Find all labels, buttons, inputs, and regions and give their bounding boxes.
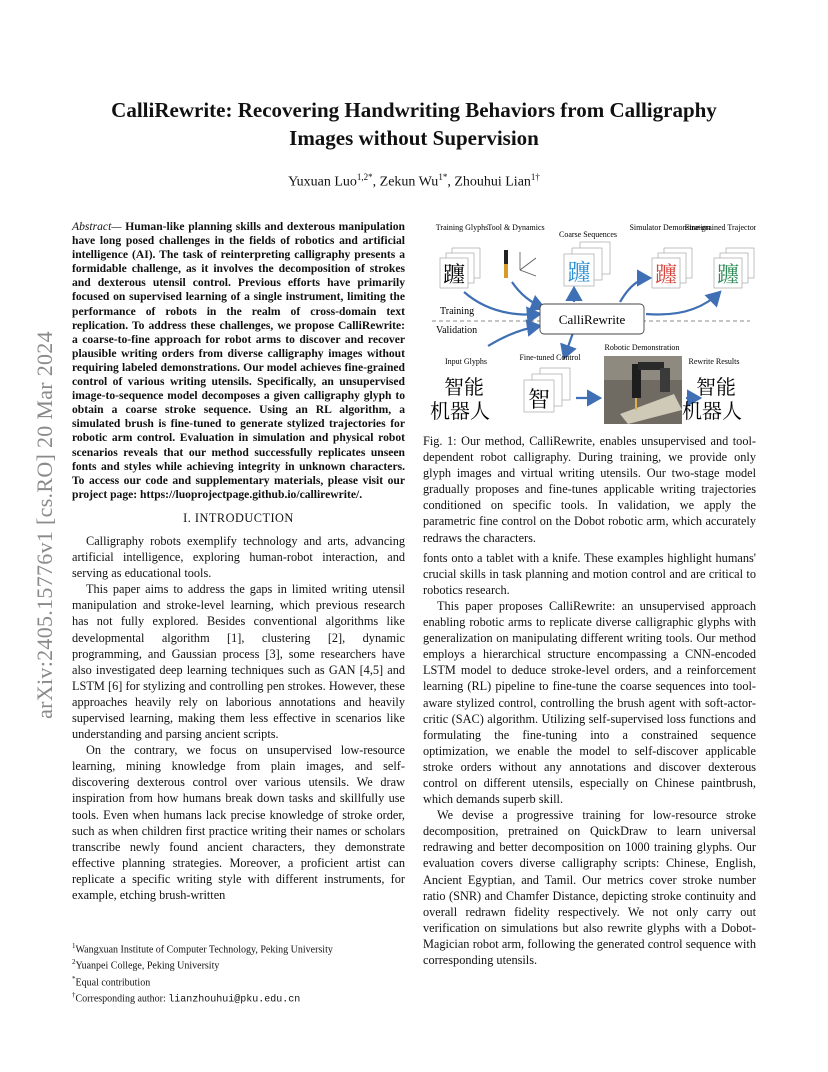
footnote: †Corresponding author: lianzhouhui@pku.edu.cn: [72, 990, 301, 1006]
arxiv-stamp: [24, 285, 66, 765]
svg-text:智: 智: [527, 387, 551, 412]
svg-text:躔: 躔: [442, 262, 466, 287]
label-rewrite-results: Rewrite Results: [688, 357, 740, 366]
section-heading: I. INTRODUCTION: [183, 510, 294, 525]
pipeline-diagram: [424, 218, 756, 426]
label-input-glyphs: Input Glyphs: [445, 357, 487, 366]
paragraph: This paper aims to address the gaps in limited writing utensil manipulation and stroke-level learning, which previous research has not fully explored. Besides conventional algorithms like developmental algorithm [1], clustering [2], dynamic programming, and Gaussian process [3], some researchers have also investigated deep learning techniques such as GAN [4,5] and LSTM [6] for stylizing and controlling pen strokes. However, these approaches heavily rely on laborious annotations and heavily supervised learning, making them less effective in scenarios like understanding and parsing ancient scripts.: [72, 582, 405, 742]
label-coarse-sequences: Coarse Sequences: [559, 230, 617, 239]
fine-tuned-stack: [524, 368, 570, 412]
author-name: Zhouhui Lian: [454, 174, 531, 190]
label-simulator-demo: Simulator Demonstration: [629, 223, 711, 232]
label-fine-tuned: Fine-tuned Control: [519, 353, 581, 362]
fine-grained-stack: [714, 248, 754, 288]
author-name: Zekun Wu: [379, 174, 439, 190]
svg-text:躔: 躔: [716, 262, 740, 287]
paragraph: Calligraphy robots exemplify technology and arts, advancing artificial intelligence, exploring human-robot interaction, and serving as educational tools.: [72, 533, 405, 581]
abstract: [72, 220, 405, 502]
result-chars-line1: 智能: [696, 377, 736, 399]
abstract-label: Abstract—: [72, 220, 122, 233]
result-chars-line2: 机器人: [682, 401, 742, 423]
paper-title: CalliRewrite: Recovering Handwriting Behaviors from Calligraphy Images without Supervision: [111, 98, 717, 150]
label-tool-dynamics: Tool & Dynamics: [487, 223, 545, 232]
label-fine-grained: Fine-grained Trajector: [684, 223, 756, 232]
paragraph: We devise a progressive training for low-resource stroke decomposition, pretrained on QuickDraw to learn universal redrawing and better decomposition on 1000 training glyphs. Our evaluation covers diverse calligraphy scripts: Chinese, English, Ancient Egyptian, and Tamil. Our metrics cover stroke number ratio (SNR) and Chamfer Distance, depicting stroke continuity and overall redrawn fidelity respectively. We not only carry out verification on simulations but also rewrite glyphs with a Dobot-Magician robot arm, following the generated control sequence with corresponding utensils.: [423, 808, 756, 967]
figure-1: [424, 218, 756, 426]
right-column: [423, 433, 756, 968]
paragraph: On the contrary, we focus on unsupervised low-resource learning, mining knowledge from plain images, and self-discovering dexterous control over various utensils. We draw inspiration from how humans break down tasks and skillfully use tools. Even when humans lack precise knowledge of stroke order, such as when children first practice writing their names or scholars transcribe newly found ancient characters, they demonstrate effective planning strategies. Moreover, a proficient artist can replicate a specific writing style with different instruments, for example, etching brush-written: [72, 743, 405, 903]
author-list: Yuxuan Luo$^{1,2*}$, Zekun $Wu^{1*}$, Zhouhui Lian$^{1\dagger}$: [288, 172, 540, 190]
footnote: $^1$Wangxuan Institute of Computer Technology, Peking University: [72, 942, 333, 956]
input-chars-line2: 机器人: [430, 401, 490, 423]
paragraph: This paper proposes CalliRewrite: an unsupervised approach enabling robotic arms to replicate diverse calligraphic glyphs with generalization on manipulating different writing tools. Our method employs a hierarchical structure encompassing a CNN-encoded LSTM model to deduce stroke-level orders, and a reinforcement learning (RL) pipeline to fine-tune the coarse sequences into tool-aware stylized control, controlling the brush agent with soft-actor-critic (SAC) algorithm. Utilizing self-supervised loss functions and formulating the fine-tuning into a constrained sequence optimization, we enable the model to self-discover applicable stroke orders without any annotations and discover dexterous control on different utensils, especially on Chinese paintbrush, which demands superb skill.: [423, 598, 756, 807]
label-validation: Validation: [436, 325, 478, 336]
svg-text:躔: 躔: [567, 260, 591, 285]
footnotes: [72, 940, 405, 1006]
simulator-stack: [652, 248, 692, 288]
footnote: $^2$Yuanpei College, Peking University: [72, 958, 220, 972]
author-affil: 1*: [438, 172, 448, 182]
input-chars-line1: 智能: [444, 377, 484, 399]
brush-tool-icon: [504, 250, 536, 278]
footnote: *Equal contribution: [72, 974, 151, 988]
robot-photo: [604, 356, 682, 424]
author-affil: 1,2*: [356, 172, 373, 182]
left-column: [72, 220, 405, 903]
label-training: Training: [440, 306, 475, 317]
author-affil: 1†: [530, 172, 540, 182]
label-training-glyphs: Training Glyphs: [435, 223, 489, 232]
abstract-text: Human-like planning skills and dexterous manipulation have long posed challenges in the fields of robotics and artificial intelligence (AI). The task of reinterpreting calligraphy presents a formidable challenge, as it involves the decomposition of strokes and dexterous utensil control. Previous efforts have primarily focused on supervised learning of a single instrument, limiting the performance of robots in the realm of cross-domain text replication. To address these challenges, we propose CalliRewrite: a coarse-to-fine approach for robot arms to discover and recover plausible writing orders from diverse calligraphy images without requiring labeled demonstrations. Our model achieves fine-grained control of various writing utensils. Specifically, an unsupervised image-to-sequence model decomposes a given calligraphy glyph to obtain a coarse stroke sequence. Using an RL algorithm, a simulated brush is fine-tuned to generate stylized trajectories for robotic arm control. Evaluation in simulation and physical robot scenarios reveals that our method successfully replicates unseen fonts and styles while achieving integrity in unknown characters. To access our code and supplementary materials, please visit our project page: https://luoprojectpage.github.io/callirewrite/.: [72, 220, 405, 501]
arxiv-id[interactable]: arXiv:2405.15776v1 [cs.RO] 20 Mar 2024: [32, 331, 57, 719]
coarse-sequence-stack: [564, 242, 610, 286]
email-link[interactable]: lianzhouhui@pku.edu.cn: [168, 994, 301, 1006]
figure-caption: Fig. 1: Our method, CalliRewrite, enables unsupervised and tool-dependent robot calligraphy. During training, we provide only glyph images and virtual writing utensils. Our two-stage model gradually proposes and fine-tunes applicable writing trajectories conditioned on specific tools. In validation, we apply the parametric fine control on the Dobot robotic arm, which accurately redraws the characters.: [423, 434, 756, 545]
paragraph: fonts onto a tablet with a knife. These examples highlight humans' crucial skills in task planning and motion control and are critical to robotics research.: [423, 550, 756, 597]
label-robotic-demo: Robotic Demonstration: [604, 343, 680, 352]
label-callirewrite: CalliRewrite: [558, 312, 626, 327]
svg-text:躔: 躔: [654, 262, 678, 287]
training-glyph-stack: [440, 248, 480, 288]
author-name: Yuxuan Luo: [288, 174, 357, 190]
